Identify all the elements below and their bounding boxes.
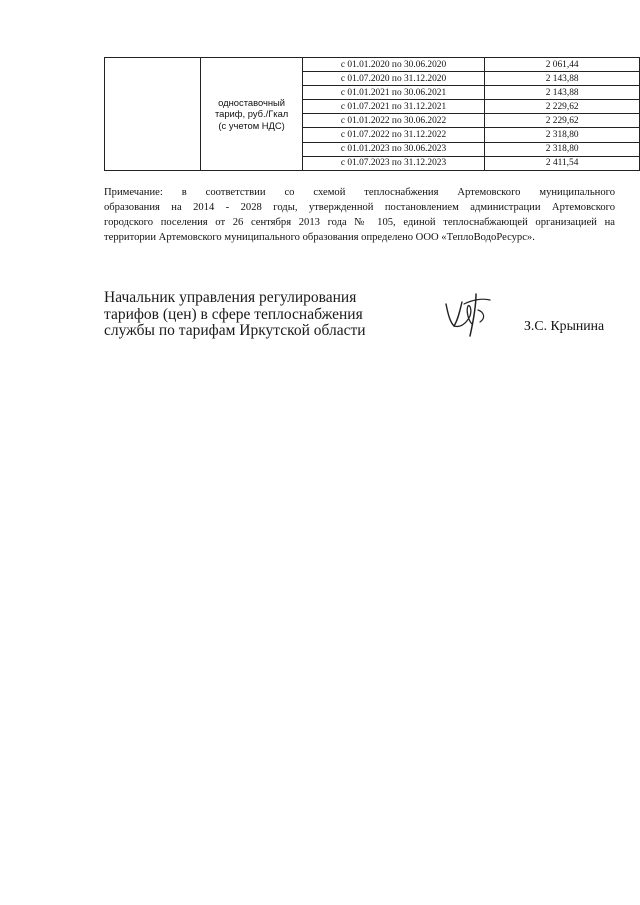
- blank-cell: [105, 58, 201, 171]
- note-paragraph: [104, 185, 615, 245]
- period-cell: с 01.01.2023 по 30.06.2023: [302, 142, 485, 156]
- note-line: Примечание: в соответствии со схемой теплоснабжения Артемовского муниципального: [104, 187, 615, 198]
- value-cell: 2 318,80: [485, 128, 640, 142]
- note-line: образования на 2014 - 2028 годы, утвержденной постановлением администрации Артемовского: [104, 202, 615, 213]
- note-line: городского поселения от 26 сентября 2013 года № 105, единой теплоснабжающей организацией на: [104, 217, 615, 228]
- value-cell: 2 229,62: [485, 100, 640, 114]
- tariff-type-cell: [201, 58, 302, 171]
- signatory-position: [104, 290, 366, 340]
- value-cell: 2 318,80: [485, 142, 640, 156]
- tariff-type-line: одноставочный: [218, 96, 286, 108]
- signatory-position-line: службы по тарифам Иркутской области: [104, 322, 366, 339]
- signer-name: З.С. Крынина: [524, 318, 605, 333]
- note-line: территории Артемовского муниципального образования определено ООО «ТеплоВодоРесурс».: [104, 232, 535, 243]
- period-cell: с 01.01.2020 по 30.06.2020: [302, 58, 485, 72]
- table-row: [105, 58, 640, 72]
- signatory-position-line: Начальник управления регулирования: [104, 289, 357, 306]
- value-cell: 2 061,44: [485, 58, 640, 72]
- period-cell: с 01.07.2023 по 31.12.2023: [302, 156, 485, 170]
- period-cell: с 01.01.2022 по 30.06.2022: [302, 114, 485, 128]
- tariff-table: [104, 57, 640, 171]
- value-cell: 2 411,54: [485, 156, 640, 170]
- period-cell: с 01.07.2020 по 31.12.2020: [302, 72, 485, 86]
- period-cell: с 01.01.2021 по 30.06.2021: [302, 86, 485, 100]
- handwritten-signature: [440, 290, 496, 338]
- period-cell: с 01.07.2021 по 31.12.2021: [302, 100, 485, 114]
- value-cell: 2 229,62: [485, 114, 640, 128]
- value-cell: 2 143,88: [485, 72, 640, 86]
- signatory-position-line: тарифов (цен) в сфере теплоснабжения: [104, 305, 363, 323]
- tariff-type-line: тариф, руб./Гкал: [214, 108, 289, 120]
- value-cell: 2 143,88: [485, 86, 640, 100]
- tariff-type-line: (с учетом НДС): [218, 119, 285, 131]
- period-cell: с 01.07.2022 по 31.12.2022: [302, 128, 485, 142]
